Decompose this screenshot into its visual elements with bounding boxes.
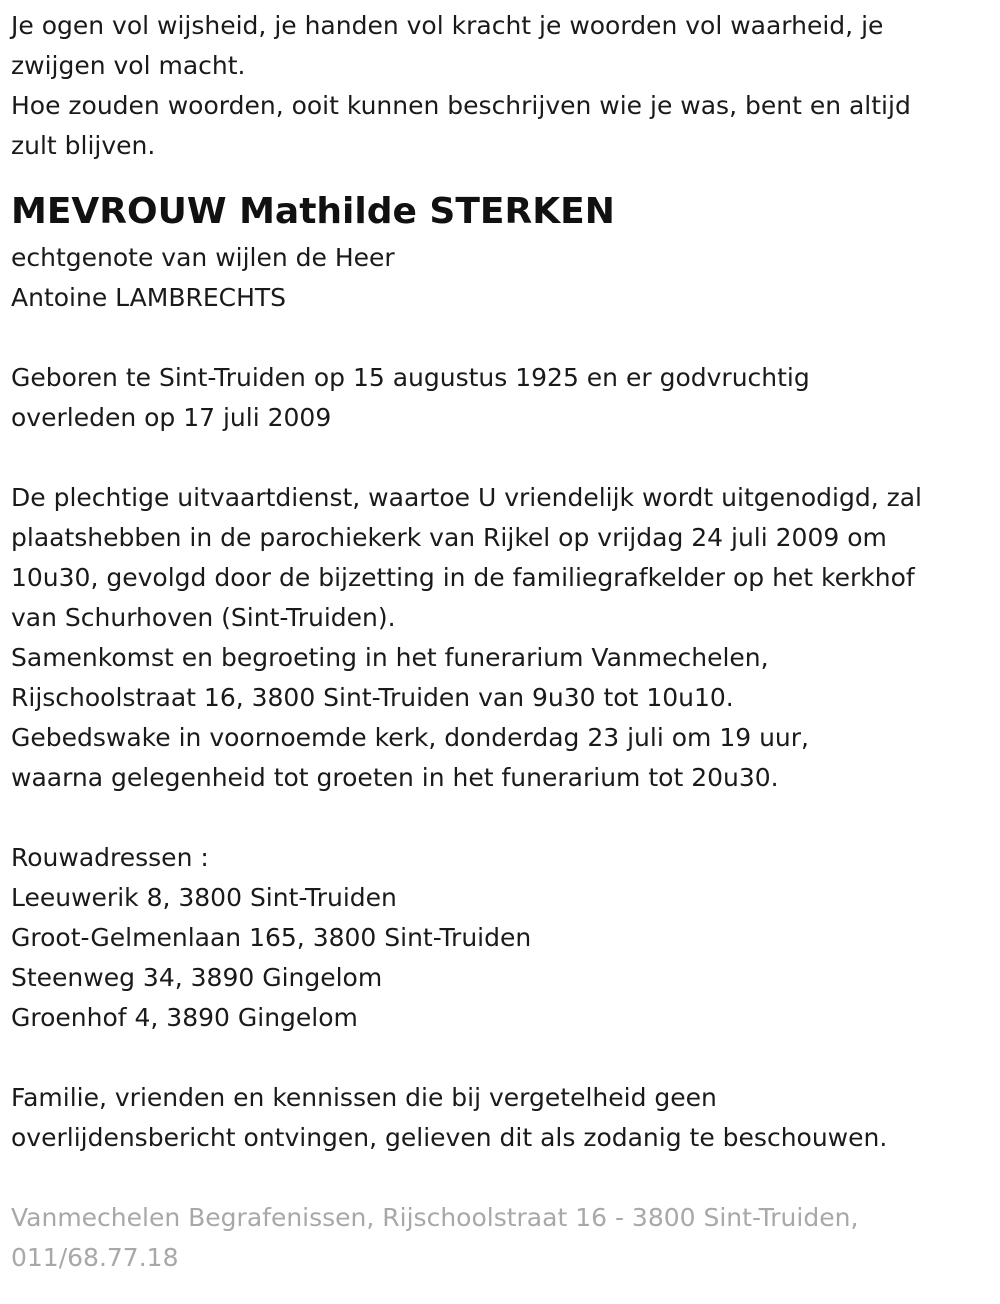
notice-line: overlijdensbericht ontvingen, gelieven dit als zodanig te beschouwen. — [11, 1123, 888, 1152]
ceremony-line: 10u30, gevolgd door de bijzetting in de familiegrafkelder op het kerkhof — [11, 563, 915, 592]
address-item: Steenweg 34, 3890 Gingelom — [11, 963, 383, 992]
spacer — [11, 438, 991, 478]
spacer — [11, 1158, 991, 1198]
funeral-home-footer — [11, 1198, 991, 1278]
ceremony-line: Rijschoolstraat 16, 3800 Sint-Truiden van 9u30 tot 10u10. — [11, 683, 734, 712]
notice-section — [11, 1078, 991, 1158]
addresses-section — [11, 838, 991, 1038]
ceremony-line: plaatshebben in de parochiekerk van Rijkel op vrijdag 24 juli 2009 om — [11, 523, 887, 552]
addresses-heading: Rouwadressen : — [11, 843, 209, 872]
footer-line: Vanmechelen Begrafenissen, Rijschoolstraat 16 - 3800 Sint-Truiden, — [11, 1203, 859, 1232]
address-item: Groot-Gelmenlaan 165, 3800 Sint-Truiden — [11, 923, 532, 952]
obituary-page — [11, 6, 991, 1278]
notice-line: Familie, vrienden en kennissen die bij vergetelheid geen — [11, 1083, 717, 1112]
footer-phone: 011/68.77.18 — [11, 1243, 179, 1272]
ceremony-line: waarna gelegenheid tot groeten in het funerarium tot 20u30. — [11, 763, 779, 792]
spacer — [11, 798, 991, 838]
ceremony-line: van Schurhoven (Sint-Truiden). — [11, 603, 396, 632]
spacer — [11, 166, 991, 186]
birth-death-section — [11, 358, 991, 438]
birth-death-line: Geboren te Sint-Truiden op 15 augustus 1925 en er godvruchtig — [11, 363, 810, 392]
deceased-section — [11, 186, 991, 318]
poem-line: zwijgen vol macht. — [11, 51, 246, 80]
ceremony-line: Samenkomst en begroeting in het funerarium Vanmechelen, — [11, 643, 769, 672]
spacer — [11, 318, 991, 358]
deceased-name: MEVROUW Mathilde STERKEN — [11, 191, 615, 232]
ceremony-line: Gebedswake in voornoemde kerk, donderdag 23 juli om 19 uur, — [11, 723, 809, 752]
poem-line: Hoe zouden woorden, ooit kunnen beschrijven wie je was, bent en altijd — [11, 91, 911, 120]
poem-line: Je ogen vol wijsheid, je handen vol kracht je woorden vol waarheid, je — [11, 11, 884, 40]
spacer — [11, 1038, 991, 1078]
relation-line: Antoine LAMBRECHTS — [11, 283, 287, 312]
address-item: Leeuwerik 8, 3800 Sint-Truiden — [11, 883, 397, 912]
relation-line: echtgenote van wijlen de Heer — [11, 243, 395, 272]
poem-line: zult blijven. — [11, 131, 156, 160]
ceremony-line: De plechtige uitvaartdienst, waartoe U vriendelijk wordt uitgenodigd, zal — [11, 483, 922, 512]
address-item: Groenhof 4, 3890 Gingelom — [11, 1003, 358, 1032]
ceremony-section — [11, 478, 991, 798]
poem-section — [11, 6, 991, 166]
birth-death-line: overleden op 17 juli 2009 — [11, 403, 332, 432]
